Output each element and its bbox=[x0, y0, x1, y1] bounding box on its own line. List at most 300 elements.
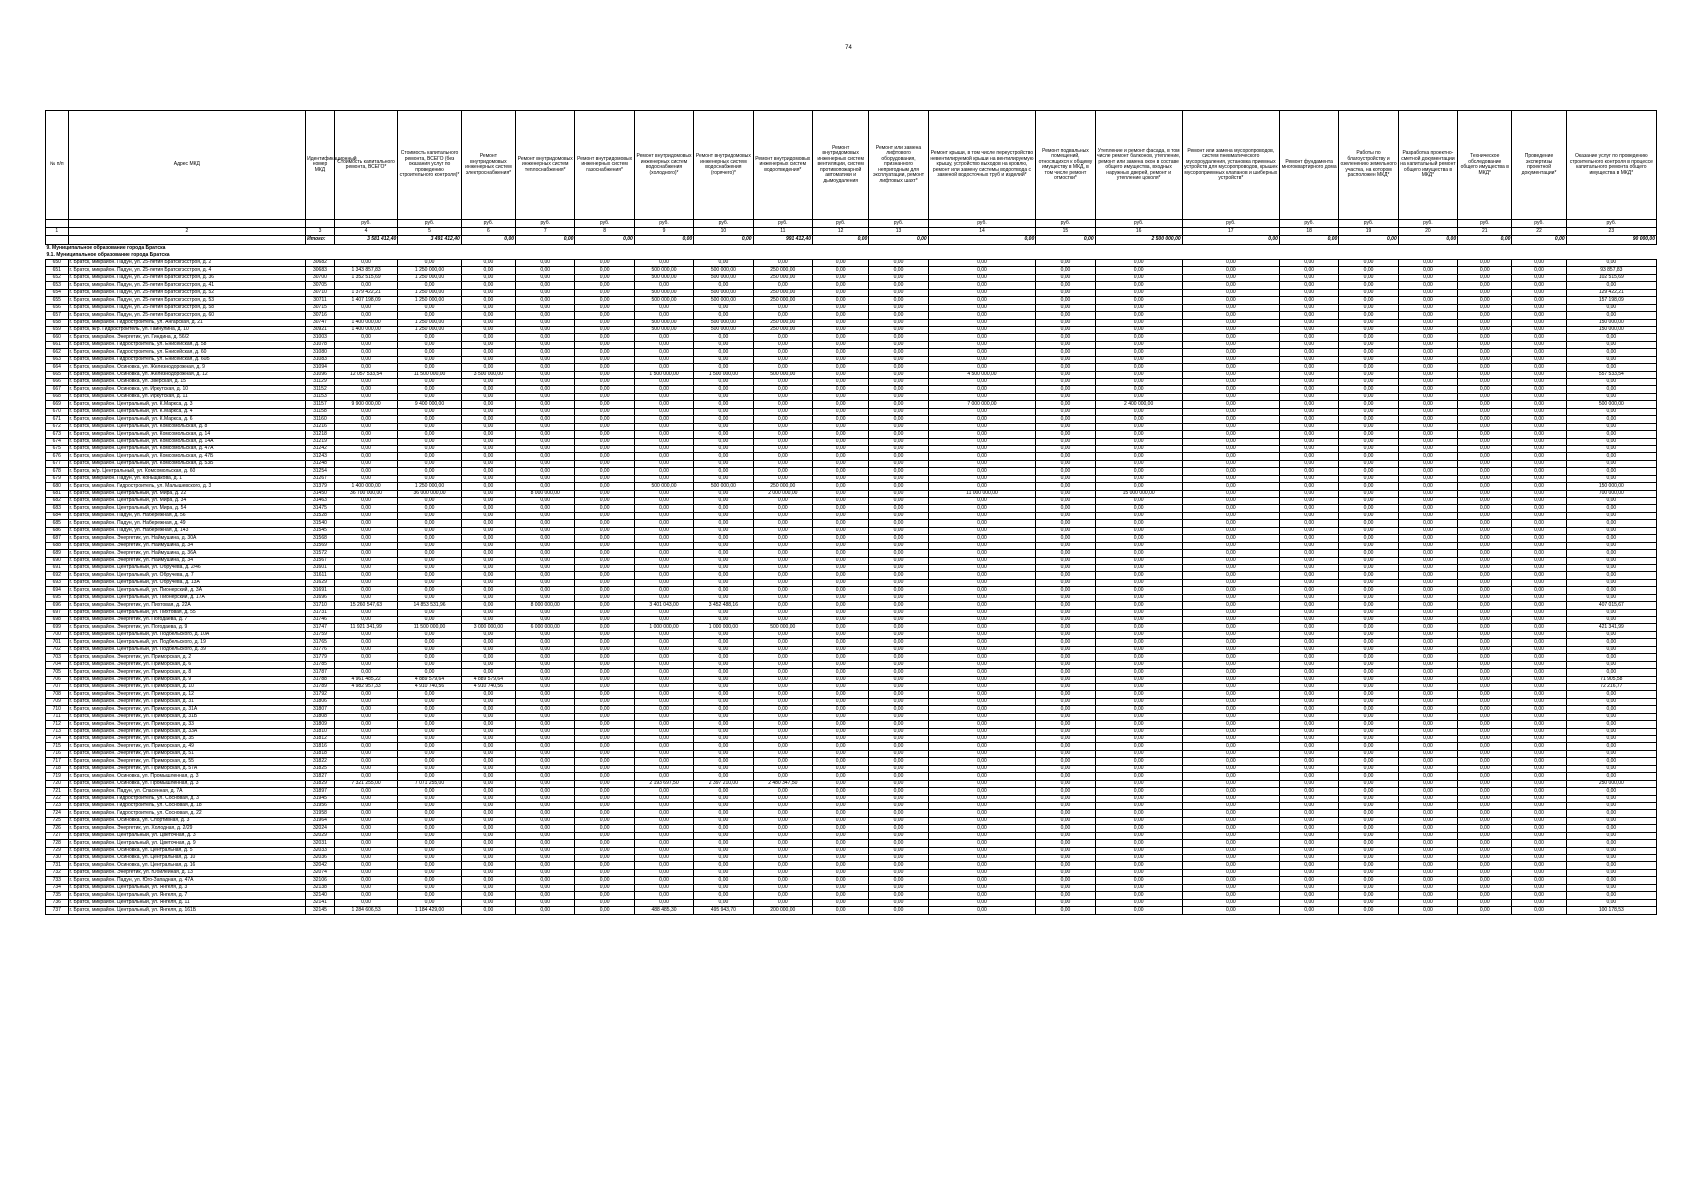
amount-cell: 0,00 bbox=[1512, 527, 1566, 534]
amount-cell: 0,00 bbox=[1095, 594, 1182, 601]
amount-cell: 0,00 bbox=[334, 379, 397, 386]
amount-cell: 0,00 bbox=[1182, 698, 1279, 705]
amount-cell: 0,00 bbox=[1512, 691, 1566, 698]
amount-cell: 0,00 bbox=[928, 334, 1036, 341]
building-id-cell: 31601 bbox=[306, 564, 335, 571]
amount-cell: 0,00 bbox=[869, 892, 928, 899]
amount-cell: 0,00 bbox=[812, 371, 868, 378]
table-row bbox=[46, 468, 1657, 475]
amount-cell: 0,00 bbox=[1095, 341, 1182, 348]
amount-cell: 557 533,54 bbox=[1566, 371, 1656, 378]
amount-cell: 0,00 bbox=[1512, 862, 1566, 869]
amount-cell: 0,00 bbox=[694, 431, 753, 438]
amount-cell: 0,00 bbox=[1512, 594, 1566, 601]
amount-cell: 0,00 bbox=[928, 773, 1036, 780]
amount-cell: 0,00 bbox=[1339, 468, 1398, 475]
amount-cell: 0,00 bbox=[1566, 669, 1656, 676]
amount-cell: 0,00 bbox=[1458, 445, 1512, 452]
amount-cell: 0,00 bbox=[928, 884, 1036, 891]
amount-cell: 0,00 bbox=[1398, 832, 1457, 839]
amount-cell: 0,00 bbox=[1182, 260, 1279, 267]
amount-cell: 0,00 bbox=[1279, 780, 1338, 787]
amount-cell: 0,00 bbox=[516, 825, 575, 832]
row-number: 669 bbox=[46, 401, 69, 408]
amount-cell: 0,00 bbox=[1458, 527, 1512, 534]
address-cell: г. Братск, микрайон. Осиновка, ул. Иркутская, д. 11 bbox=[68, 393, 306, 400]
amount-cell: 0,00 bbox=[928, 624, 1036, 631]
amount-cell: 0,00 bbox=[461, 475, 515, 482]
amount-cell: 0,00 bbox=[1095, 423, 1182, 430]
amount-cell: 0,00 bbox=[1458, 624, 1512, 631]
amount-cell: 0,00 bbox=[1036, 639, 1095, 646]
amount-cell: 0,00 bbox=[694, 706, 753, 713]
amount-cell: 0,00 bbox=[398, 453, 461, 460]
amount-cell: 0,00 bbox=[634, 706, 693, 713]
amount-cell: 0,00 bbox=[398, 758, 461, 765]
building-id-cell: 31540 bbox=[306, 520, 335, 527]
amount-cell: 0,00 bbox=[334, 788, 397, 795]
amount-cell: 0,00 bbox=[1182, 564, 1279, 571]
amount-cell: 0,00 bbox=[516, 512, 575, 519]
amount-cell: 0,00 bbox=[398, 609, 461, 616]
amount-cell: 0,00 bbox=[461, 609, 515, 616]
amount-cell: 0,00 bbox=[1339, 639, 1398, 646]
amount-cell: 0,00 bbox=[753, 669, 812, 676]
amount-cell: 0,00 bbox=[753, 498, 812, 505]
total-cell: 0,00 bbox=[812, 236, 868, 245]
address-cell: г. Братск, микрайон. Центральный, ул. Комсомольская, д. 53Б bbox=[68, 460, 306, 467]
amount-cell: 0,00 bbox=[694, 468, 753, 475]
address-cell: г. Братск, микрайон. Падун, ул. Набережная, д. 49 bbox=[68, 520, 306, 527]
amount-cell: 0,00 bbox=[1095, 743, 1182, 750]
amount-cell: 0,00 bbox=[1036, 862, 1095, 869]
amount-cell: 0,00 bbox=[753, 527, 812, 534]
amount-cell: 0,00 bbox=[1036, 869, 1095, 876]
amount-cell: 0,00 bbox=[1339, 579, 1398, 586]
building-id-cell: 31945 bbox=[306, 795, 335, 802]
column-header: Ремонт внутридомовых инженерных систем водоотведения* bbox=[753, 111, 812, 220]
amount-cell: 0,00 bbox=[869, 654, 928, 661]
amount-cell: 0,00 bbox=[812, 393, 868, 400]
amount-cell: 0,00 bbox=[1458, 832, 1512, 839]
amount-cell: 0,00 bbox=[928, 661, 1036, 668]
amount-cell: 0,00 bbox=[812, 312, 868, 319]
amount-cell: 0,00 bbox=[516, 758, 575, 765]
amount-cell: 0,00 bbox=[575, 795, 634, 802]
building-id-cell: 31254 bbox=[306, 468, 335, 475]
amount-cell: 0,00 bbox=[1398, 438, 1457, 445]
amount-cell: 0,00 bbox=[1095, 825, 1182, 832]
amount-cell: 0,00 bbox=[1095, 669, 1182, 676]
amount-cell: 6 000 000,00 bbox=[516, 624, 575, 631]
amount-cell: 0,00 bbox=[1036, 728, 1095, 735]
amount-cell: 0,00 bbox=[1182, 624, 1279, 631]
amount-cell: 0,00 bbox=[461, 267, 515, 274]
amount-cell: 14 853 531,96 bbox=[398, 602, 461, 609]
amount-cell: 0,00 bbox=[1036, 349, 1095, 356]
amount-cell: 0,00 bbox=[869, 609, 928, 616]
amount-cell: 0,00 bbox=[516, 750, 575, 757]
amount-cell: 0,00 bbox=[1512, 401, 1566, 408]
amount-cell: 0,00 bbox=[1095, 884, 1182, 891]
amount-cell: 0,00 bbox=[1398, 527, 1457, 534]
amount-cell: 0,00 bbox=[1398, 758, 1457, 765]
amount-cell: 0,00 bbox=[869, 535, 928, 542]
amount-cell: 0,00 bbox=[694, 490, 753, 497]
amount-cell: 0,00 bbox=[1095, 297, 1182, 304]
amount-cell: 0,00 bbox=[1095, 765, 1182, 772]
amount-cell: 0,00 bbox=[516, 907, 575, 914]
amount-cell: 0,00 bbox=[812, 855, 868, 862]
amount-cell: 0,00 bbox=[516, 572, 575, 579]
amount-cell: 0,00 bbox=[1279, 289, 1338, 296]
amount-cell: 0,00 bbox=[869, 438, 928, 445]
amount-cell: 0,00 bbox=[928, 438, 1036, 445]
amount-cell: 0,00 bbox=[575, 557, 634, 564]
amount-cell: 500 000,00 bbox=[694, 274, 753, 281]
amount-cell: 0,00 bbox=[398, 475, 461, 482]
amount-cell: 0,00 bbox=[575, 564, 634, 571]
amount-cell: 0,00 bbox=[398, 550, 461, 557]
row-number: 724 bbox=[46, 810, 69, 817]
amount-cell: 0,00 bbox=[575, 877, 634, 884]
address-cell: г. Братск, микрайон. Энергетик, ул. Приморская, д. 6 bbox=[68, 661, 306, 668]
amount-cell: 0,00 bbox=[516, 260, 575, 267]
amount-cell: 0,00 bbox=[753, 721, 812, 728]
amount-cell: 0,00 bbox=[516, 855, 575, 862]
table-row bbox=[46, 661, 1657, 668]
amount-cell: 0,00 bbox=[1458, 654, 1512, 661]
amount-cell: 0,00 bbox=[869, 483, 928, 490]
amount-cell: 0,00 bbox=[1339, 289, 1398, 296]
amount-cell: 0,00 bbox=[1458, 408, 1512, 415]
amount-cell: 0,00 bbox=[1279, 520, 1338, 527]
amount-cell: 0,00 bbox=[1182, 602, 1279, 609]
amount-cell: 0,00 bbox=[461, 631, 515, 638]
amount-cell: 0,00 bbox=[1398, 899, 1457, 906]
amount-cell: 0,00 bbox=[869, 817, 928, 824]
amount-cell: 0,00 bbox=[398, 393, 461, 400]
amount-cell: 0,00 bbox=[1182, 550, 1279, 557]
amount-cell: 0,00 bbox=[1458, 780, 1512, 787]
amount-cell: 0,00 bbox=[516, 788, 575, 795]
amount-cell: 0,00 bbox=[1339, 773, 1398, 780]
table-row bbox=[46, 475, 1657, 482]
amount-cell: 0,00 bbox=[1036, 721, 1095, 728]
amount-cell: 0,00 bbox=[575, 512, 634, 519]
amount-cell: 0,00 bbox=[1458, 550, 1512, 557]
address-cell: г. Братск, микрайон. Энергетик, ул. Приморская, д. 51 bbox=[68, 750, 306, 757]
column-header: Идентификационный номер МКД bbox=[306, 111, 335, 220]
amount-cell: 0,00 bbox=[694, 453, 753, 460]
amount-cell: 0,00 bbox=[928, 713, 1036, 720]
column-number-cell: 17 bbox=[1182, 228, 1279, 236]
amount-cell: 0,00 bbox=[1458, 840, 1512, 847]
amount-cell: 0,00 bbox=[1095, 810, 1182, 817]
unit-cell bbox=[68, 220, 306, 228]
amount-cell: 0,00 bbox=[1339, 795, 1398, 802]
amount-cell: 0,00 bbox=[1182, 579, 1279, 586]
amount-cell: 0,00 bbox=[1279, 736, 1338, 743]
amount-cell: 0,00 bbox=[1095, 654, 1182, 661]
amount-cell: 0,00 bbox=[1566, 468, 1656, 475]
amount-cell: 0,00 bbox=[516, 780, 575, 787]
amount-cell: 0,00 bbox=[1566, 617, 1656, 624]
amount-cell: 0,00 bbox=[1182, 617, 1279, 624]
amount-cell: 0,00 bbox=[1458, 594, 1512, 601]
amount-cell: 0,00 bbox=[1095, 386, 1182, 393]
building-id-cell: 30716 bbox=[306, 312, 335, 319]
amount-cell: 0,00 bbox=[575, 401, 634, 408]
amount-cell: 0,00 bbox=[1036, 260, 1095, 267]
amount-cell: 0,00 bbox=[1095, 683, 1182, 690]
amount-cell: 0,00 bbox=[928, 758, 1036, 765]
amount-cell: 0,00 bbox=[1566, 661, 1656, 668]
amount-cell: 0,00 bbox=[1036, 765, 1095, 772]
column-number-cell: 1 bbox=[46, 228, 69, 236]
amount-cell: 0,00 bbox=[1279, 401, 1338, 408]
amount-cell: 0,00 bbox=[1036, 698, 1095, 705]
amount-cell: 0,00 bbox=[812, 423, 868, 430]
row-number: 706 bbox=[46, 676, 69, 683]
column-numbers-row bbox=[46, 228, 1657, 236]
amount-cell: 0,00 bbox=[334, 594, 397, 601]
row-number: 712 bbox=[46, 721, 69, 728]
amount-cell: 0,00 bbox=[812, 795, 868, 802]
amount-cell: 0,00 bbox=[516, 334, 575, 341]
row-number: 730 bbox=[46, 855, 69, 862]
amount-cell: 0,00 bbox=[1182, 282, 1279, 289]
amount-cell: 0,00 bbox=[1398, 765, 1457, 772]
amount-cell: 0,00 bbox=[1398, 445, 1457, 452]
amount-cell: 0,00 bbox=[398, 617, 461, 624]
amount-cell: 0,00 bbox=[694, 736, 753, 743]
amount-cell: 0,00 bbox=[634, 498, 693, 505]
amount-cell: 0,00 bbox=[461, 312, 515, 319]
amount-cell: 71 905,58 bbox=[1566, 676, 1656, 683]
amount-cell: 0,00 bbox=[1339, 490, 1398, 497]
amount-cell: 0,00 bbox=[869, 423, 928, 430]
building-id-cell: 31956 bbox=[306, 802, 335, 809]
amount-cell: 0,00 bbox=[634, 840, 693, 847]
amount-cell: 0,00 bbox=[869, 386, 928, 393]
amount-cell: 0,00 bbox=[634, 304, 693, 311]
amount-cell: 0,00 bbox=[461, 780, 515, 787]
amount-cell: 0,00 bbox=[575, 490, 634, 497]
row-number: 719 bbox=[46, 773, 69, 780]
amount-cell: 0,00 bbox=[1182, 877, 1279, 884]
amount-cell: 0,00 bbox=[334, 304, 397, 311]
amount-cell: 0,00 bbox=[634, 468, 693, 475]
amount-cell: 0,00 bbox=[461, 869, 515, 876]
amount-cell: 0,00 bbox=[753, 758, 812, 765]
amount-cell: 0,00 bbox=[334, 564, 397, 571]
amount-cell: 0,00 bbox=[1458, 453, 1512, 460]
amount-cell: 0,00 bbox=[1512, 468, 1566, 475]
amount-cell: 0,00 bbox=[516, 587, 575, 594]
amount-cell: 2 193 697,50 bbox=[634, 780, 693, 787]
amount-cell: 0,00 bbox=[634, 750, 693, 757]
amount-cell: 0,00 bbox=[928, 594, 1036, 601]
amount-cell: 0,00 bbox=[694, 862, 753, 869]
amount-cell: 0,00 bbox=[1398, 587, 1457, 594]
amount-cell: 0,00 bbox=[1095, 579, 1182, 586]
row-number: 674 bbox=[46, 438, 69, 445]
amount-cell: 0,00 bbox=[334, 631, 397, 638]
building-id-cell: 30682 bbox=[306, 260, 335, 267]
amount-cell: 0,00 bbox=[1182, 691, 1279, 698]
amount-cell: 0,00 bbox=[1339, 594, 1398, 601]
amount-cell: 0,00 bbox=[1279, 416, 1338, 423]
amount-cell: 157 198,09 bbox=[1566, 297, 1656, 304]
amount-cell: 0,00 bbox=[461, 438, 515, 445]
amount-cell: 0,00 bbox=[334, 260, 397, 267]
amount-cell: 0,00 bbox=[575, 706, 634, 713]
amount-cell: 0,00 bbox=[1182, 505, 1279, 512]
amount-cell: 0,00 bbox=[634, 260, 693, 267]
amount-cell: 0,00 bbox=[1339, 297, 1398, 304]
amount-cell: 0,00 bbox=[928, 468, 1036, 475]
amount-cell: 0,00 bbox=[1339, 542, 1398, 549]
address-cell: г. Братск, микрайон. Падун, ул. 25-летия Братскгэсстроя, д. 4 bbox=[68, 267, 306, 274]
amount-cell: 0,00 bbox=[812, 557, 868, 564]
amount-cell: 0,00 bbox=[398, 802, 461, 809]
amount-cell: 0,00 bbox=[1182, 364, 1279, 371]
amount-cell: 0,00 bbox=[575, 304, 634, 311]
amount-cell: 0,00 bbox=[1095, 877, 1182, 884]
amount-cell: 0,00 bbox=[516, 847, 575, 854]
total-cell: 90 000,00 bbox=[1566, 236, 1656, 245]
amount-cell: 0,00 bbox=[1398, 289, 1457, 296]
amount-cell: 0,00 bbox=[1398, 564, 1457, 571]
amount-cell: 0,00 bbox=[575, 631, 634, 638]
unit-cell: руб. bbox=[398, 220, 461, 228]
amount-cell: 0,00 bbox=[1398, 877, 1457, 884]
amount-cell: 0,00 bbox=[461, 594, 515, 601]
amount-cell: 0,00 bbox=[1398, 304, 1457, 311]
address-cell: г. Братск, микрайон. Гидростроитель, ул. Малышевского, д. 3 bbox=[68, 483, 306, 490]
amount-cell: 0,00 bbox=[1458, 572, 1512, 579]
amount-cell: 0,00 bbox=[398, 445, 461, 452]
amount-cell: 0,00 bbox=[575, 758, 634, 765]
amount-cell: 0,00 bbox=[334, 847, 397, 854]
amount-cell: 0,00 bbox=[928, 483, 1036, 490]
amount-cell: 0,00 bbox=[1036, 691, 1095, 698]
amount-cell: 0,00 bbox=[928, 572, 1036, 579]
amount-cell: 0,00 bbox=[1458, 721, 1512, 728]
amount-cell: 0,00 bbox=[753, 713, 812, 720]
column-header: Оказание услуг по проведению строительного контроля в процессе капитального ремонта общего имущества в МКД* bbox=[1566, 111, 1656, 220]
unit-cell bbox=[46, 220, 69, 228]
amount-cell: 8 000 000,00 bbox=[516, 602, 575, 609]
row-number: 682 bbox=[46, 498, 69, 505]
amount-cell: 4 910 740,56 bbox=[461, 683, 515, 690]
amount-cell: 0,00 bbox=[575, 832, 634, 839]
building-id-cell: 31765 bbox=[306, 639, 335, 646]
amount-cell: 0,00 bbox=[1458, 855, 1512, 862]
amount-cell: 0,00 bbox=[812, 356, 868, 363]
amount-cell: 0,00 bbox=[516, 289, 575, 296]
amount-cell: 0,00 bbox=[575, 468, 634, 475]
address-cell: г. Братск, микрайон. Гидростроитель, ул. Енисейская, д. 60Б bbox=[68, 356, 306, 363]
amount-cell: 0,00 bbox=[869, 587, 928, 594]
amount-cell: 0,00 bbox=[1512, 676, 1566, 683]
amount-cell: 0,00 bbox=[516, 408, 575, 415]
amount-cell: 0,00 bbox=[1512, 334, 1566, 341]
column-header: Ремонт или замена лифтового оборудования, признанного непригодным для эксплуатации, ремонт лифтовых шахт* bbox=[869, 111, 928, 220]
amount-cell: 0,00 bbox=[1339, 527, 1398, 534]
row-number: 661 bbox=[46, 341, 69, 348]
amount-cell: 0,00 bbox=[575, 386, 634, 393]
amount-cell: 0,00 bbox=[1566, 282, 1656, 289]
table-row bbox=[46, 609, 1657, 616]
amount-cell: 0,00 bbox=[1398, 788, 1457, 795]
column-number-cell: 4 bbox=[334, 228, 397, 236]
amount-cell: 0,00 bbox=[1279, 393, 1338, 400]
amount-cell: 0,00 bbox=[1095, 691, 1182, 698]
amount-cell: 0,00 bbox=[694, 564, 753, 571]
amount-cell: 0,00 bbox=[461, 825, 515, 832]
table-row bbox=[46, 654, 1657, 661]
amount-cell: 0,00 bbox=[398, 706, 461, 713]
amount-cell: 0,00 bbox=[869, 416, 928, 423]
total-cell: 0,00 bbox=[1398, 236, 1457, 245]
amount-cell: 0,00 bbox=[398, 431, 461, 438]
column-number-cell: 8 bbox=[575, 228, 634, 236]
amount-cell: 0,00 bbox=[516, 617, 575, 624]
address-cell: г. Братск, микрайон. Осиновка, ул. Железнодорожная, д. 9 bbox=[68, 364, 306, 371]
amount-cell: 0,00 bbox=[1279, 609, 1338, 616]
amount-cell: 0,00 bbox=[1095, 364, 1182, 371]
amount-cell: 15 000 000,00 bbox=[1095, 490, 1182, 497]
building-id-cell: 32029 bbox=[306, 832, 335, 839]
amount-cell: 0,00 bbox=[812, 267, 868, 274]
amount-cell: 0,00 bbox=[1036, 379, 1095, 386]
amount-cell: 0,00 bbox=[928, 691, 1036, 698]
amount-cell: 0,00 bbox=[1339, 706, 1398, 713]
amount-cell: 0,00 bbox=[1279, 840, 1338, 847]
address-cell: г. Братск, микрайон. Центральный, ул. Цветочная, д. 9 bbox=[68, 840, 306, 847]
building-id-cell: 31569 bbox=[306, 542, 335, 549]
row-number: 655 bbox=[46, 297, 69, 304]
amount-cell: 0,00 bbox=[869, 334, 928, 341]
amount-cell: 0,00 bbox=[1036, 468, 1095, 475]
column-number-cell: 5 bbox=[398, 228, 461, 236]
amount-cell: 0,00 bbox=[1512, 795, 1566, 802]
row-number: 715 bbox=[46, 743, 69, 750]
amount-cell: 0,00 bbox=[1036, 282, 1095, 289]
column-number-cell: 14 bbox=[928, 228, 1036, 236]
amount-cell: 500 000,00 bbox=[634, 297, 693, 304]
amount-cell: 0,00 bbox=[928, 698, 1036, 705]
row-number: 663 bbox=[46, 356, 69, 363]
amount-cell: 0,00 bbox=[928, 832, 1036, 839]
building-id-cell: 32141 bbox=[306, 899, 335, 906]
amount-cell: 0,00 bbox=[516, 297, 575, 304]
amount-cell: 0,00 bbox=[634, 646, 693, 653]
amount-cell: 0,00 bbox=[1458, 743, 1512, 750]
amount-cell: 0,00 bbox=[1339, 364, 1398, 371]
column-number-cell: 23 bbox=[1566, 228, 1656, 236]
amount-cell: 0,00 bbox=[461, 728, 515, 735]
amount-cell: 488 485,30 bbox=[634, 907, 693, 914]
row-number: 713 bbox=[46, 728, 69, 735]
amount-cell: 4 500 000,00 bbox=[928, 371, 1036, 378]
amount-cell: 0,00 bbox=[1182, 453, 1279, 460]
amount-cell: 0,00 bbox=[1458, 356, 1512, 363]
amount-cell: 0,00 bbox=[1339, 832, 1398, 839]
amount-cell: 0,00 bbox=[869, 564, 928, 571]
